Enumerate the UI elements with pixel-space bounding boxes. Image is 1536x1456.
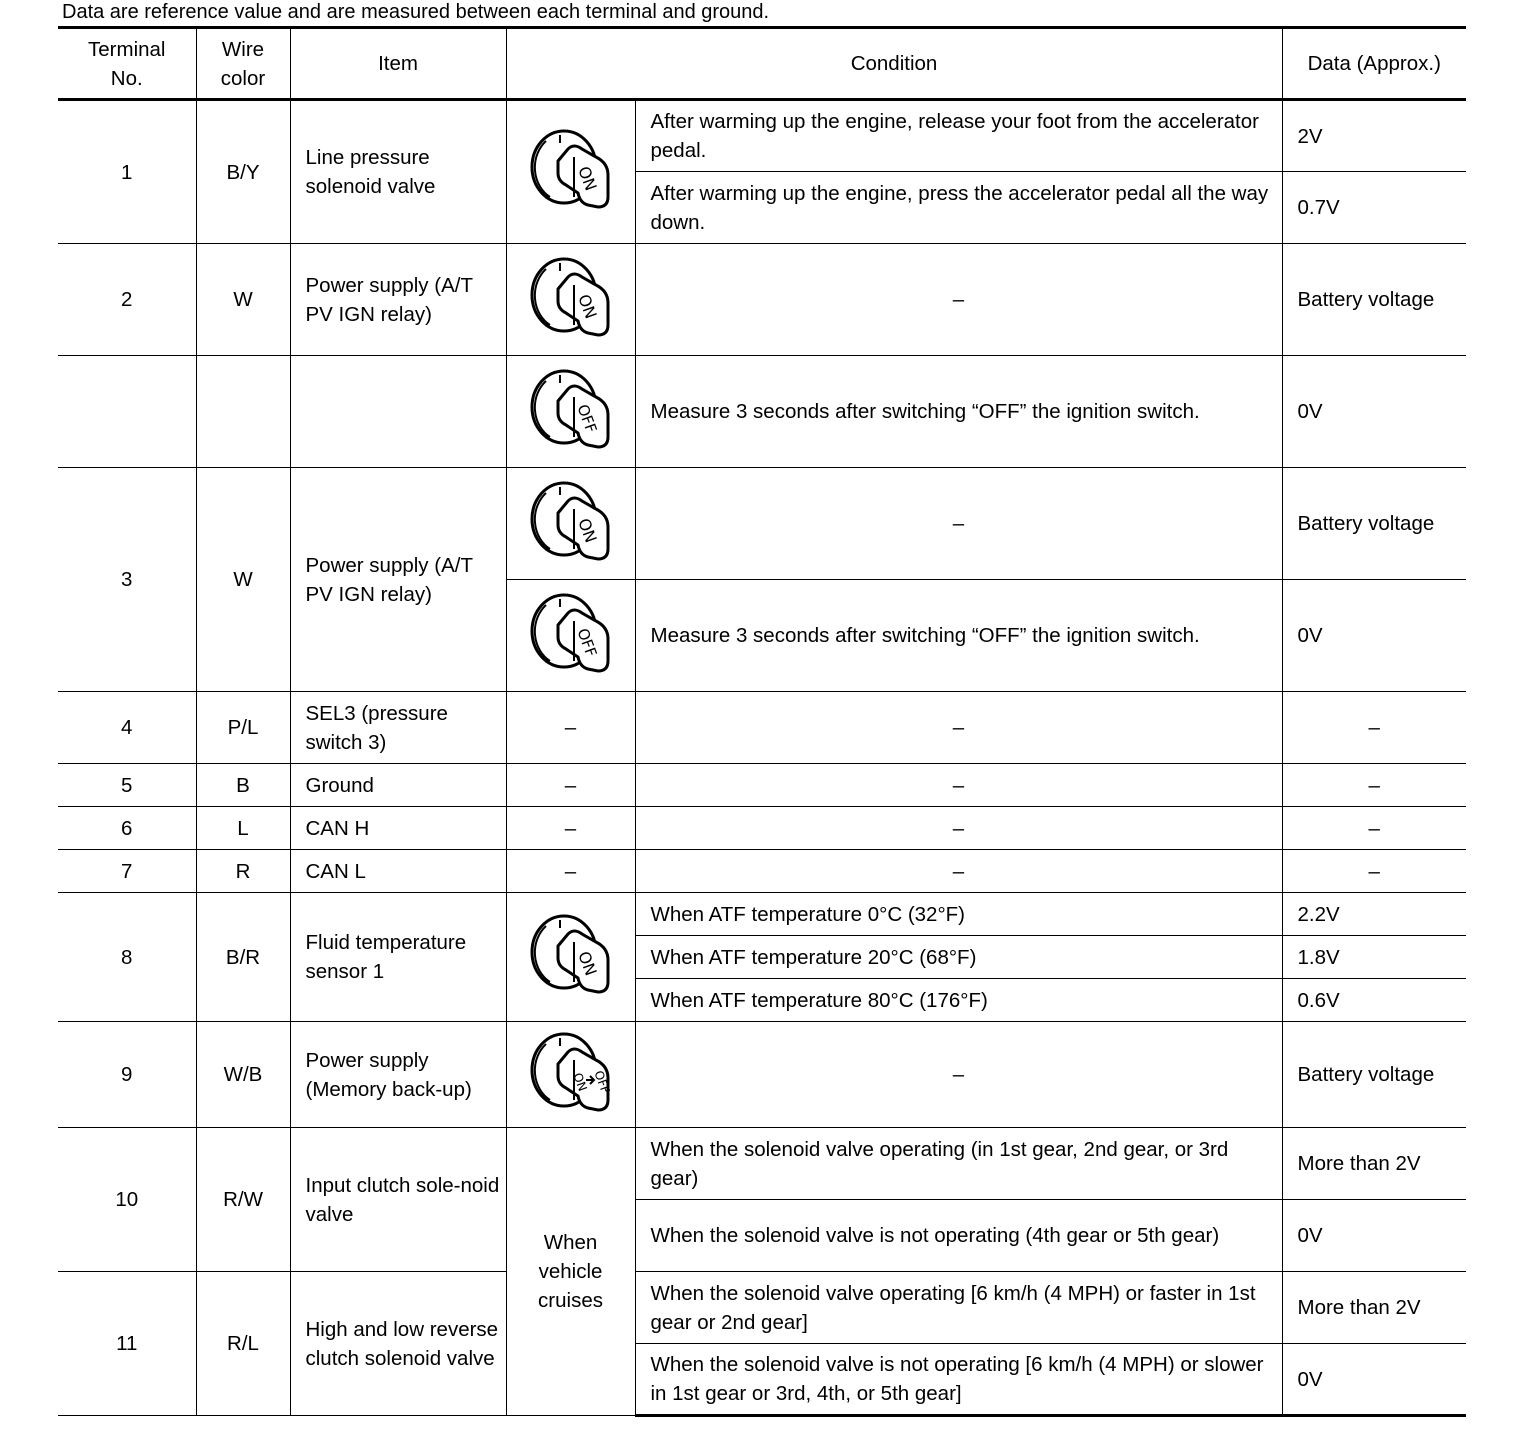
table-row — [58, 850, 1466, 893]
terminal-no: 1 — [58, 100, 196, 244]
data-value: – — [1282, 850, 1466, 893]
wire-color: B/R — [196, 893, 290, 1022]
terminal-no: 9 — [58, 1022, 196, 1128]
condition-text: – — [635, 1022, 1282, 1128]
data-value: 0V — [1282, 580, 1466, 692]
condition-text: When the solenoid valve is not operating (4th gear or 5th gear) — [635, 1200, 1282, 1272]
condition-text: When ATF temperature 20°C (68°F) — [635, 936, 1282, 979]
item-name: Power supply (A/T PV IGN relay) — [290, 468, 506, 692]
condition-text: After warming up the engine, press the accelerator pedal all the way down. — [635, 172, 1282, 244]
data-value: Battery voltage — [1282, 1022, 1466, 1128]
condition-icon-dash: – — [506, 807, 635, 850]
svg-text:ON: ON — [569, 1070, 590, 1093]
data-value: – — [1282, 764, 1466, 807]
table-row — [58, 764, 1466, 807]
terminal-no: 3 — [58, 468, 196, 692]
data-value: 0V — [1282, 356, 1466, 468]
ignition-off-icon — [506, 356, 635, 468]
terminal-no: 7 — [58, 850, 196, 893]
terminal-no: 2 — [58, 244, 196, 356]
data-value: Battery voltage — [1282, 468, 1466, 580]
terminal-no-empty — [58, 356, 196, 468]
data-value: Battery voltage — [1282, 244, 1466, 356]
wire-color: W — [196, 244, 290, 356]
wire-color: W/B — [196, 1022, 290, 1128]
ignition-off-icon — [506, 580, 635, 692]
condition-text: – — [635, 468, 1282, 580]
table-row — [58, 893, 1466, 936]
svg-text:OFF: OFF — [573, 401, 600, 435]
item-name: Input clutch sole-noid valve — [290, 1128, 506, 1272]
condition-text: – — [635, 850, 1282, 893]
terminal-no: 8 — [58, 893, 196, 1022]
svg-text:ON: ON — [573, 291, 601, 321]
terminal-no: 11 — [58, 1272, 196, 1416]
condition-cruise: When vehicle cruises — [506, 1128, 635, 1416]
item-name: CAN H — [290, 807, 506, 850]
data-value: – — [1282, 807, 1466, 850]
terminal-no: 4 — [58, 692, 196, 764]
wire-color: P/L — [196, 692, 290, 764]
table-caption: Data are reference value and are measured between each terminal and ground. — [62, 1, 770, 23]
condition-text: When the solenoid valve is not operating [6 km/h (4 MPH) or slower in 1st gear or 3rd, 4th, or 5th gear] — [635, 1344, 1282, 1416]
condition-text: When ATF temperature 80°C (176°F) — [635, 979, 1282, 1022]
table-row — [58, 244, 1466, 356]
wire-color: R — [196, 850, 290, 893]
data-value: 2V — [1282, 100, 1466, 172]
condition-icon-dash: – — [506, 692, 635, 764]
svg-text:ON: ON — [573, 948, 601, 979]
ignition-on-icon — [506, 468, 635, 580]
item-name: Power supply (A/T PV IGN relay) — [290, 244, 506, 356]
wire-color: W — [196, 468, 290, 692]
table-row — [58, 807, 1466, 850]
ignition-on-icon — [506, 100, 635, 244]
item-name: Ground — [290, 764, 506, 807]
data-value: More than 2V — [1282, 1272, 1466, 1344]
condition-text: – — [635, 807, 1282, 850]
data-value: 0V — [1282, 1344, 1466, 1416]
svg-text:OFF: OFF — [590, 1068, 613, 1095]
item-name: Power supply (Memory back-up) — [290, 1022, 506, 1128]
condition-text: When the solenoid valve operating [6 km/h (4 MPH) or faster in 1st gear or 2nd gear] — [635, 1272, 1282, 1344]
svg-text:ON: ON — [573, 515, 601, 545]
svg-text:OFF: OFF — [573, 625, 600, 659]
data-value: 0.7V — [1282, 172, 1466, 244]
terminal-no: 5 — [58, 764, 196, 807]
condition-text: When the solenoid valve operating (in 1st gear, 2nd gear, or 3rd gear) — [635, 1128, 1282, 1200]
svg-text:ON: ON — [573, 163, 601, 194]
header-condition: Condition — [506, 28, 1282, 100]
wire-color: R/L — [196, 1272, 290, 1416]
terminal-no: 10 — [58, 1128, 196, 1272]
condition-text: – — [635, 764, 1282, 807]
wire-color: R/W — [196, 1128, 290, 1272]
data-value: More than 2V — [1282, 1128, 1466, 1200]
ignition-on-to-off-icon — [506, 1022, 635, 1128]
item-name: Line pressure solenoid valve — [290, 100, 506, 244]
ignition-on-icon — [506, 244, 635, 356]
header-terminal-no: Terminal No. — [58, 28, 196, 100]
data-value: 0V — [1282, 1200, 1466, 1272]
condition-text: Measure 3 seconds after switching “OFF” the ignition switch. — [635, 580, 1282, 692]
header-data: Data (Approx.) — [1282, 28, 1466, 100]
condition-text: – — [635, 692, 1282, 764]
condition-icon-dash: – — [506, 850, 635, 893]
header-item: Item — [290, 28, 506, 100]
header-wire-color: Wire color — [196, 28, 290, 100]
terminal-no: 6 — [58, 807, 196, 850]
wire-color-empty — [196, 356, 290, 468]
table-row — [58, 468, 1466, 580]
condition-text: After warming up the engine, release your foot from the accelerator pedal. — [635, 100, 1282, 172]
wire-color: L — [196, 807, 290, 850]
item-name-empty — [290, 356, 506, 468]
condition-text: Measure 3 seconds after switching “OFF” the ignition switch. — [635, 356, 1282, 468]
data-value: 2.2V — [1282, 893, 1466, 936]
terminal-data-table — [58, 26, 1466, 1417]
condition-text: When ATF temperature 0°C (32°F) — [635, 893, 1282, 936]
item-name: Fluid temperature sensor 1 — [290, 893, 506, 1022]
data-value: 1.8V — [1282, 936, 1466, 979]
item-name: SEL3 (pressure switch 3) — [290, 692, 506, 764]
table-row — [58, 100, 1466, 172]
table-row — [58, 1272, 1466, 1344]
table-row — [58, 1022, 1466, 1128]
table-row — [58, 356, 1466, 468]
data-value: – — [1282, 692, 1466, 764]
data-value: 0.6V — [1282, 979, 1466, 1022]
wire-color: B/Y — [196, 100, 290, 244]
item-name: High and low reverse clutch solenoid valve — [290, 1272, 506, 1416]
wire-color: B — [196, 764, 290, 807]
item-name: CAN L — [290, 850, 506, 893]
condition-text: – — [635, 244, 1282, 356]
table-row — [58, 692, 1466, 764]
table-row — [58, 1128, 1466, 1200]
condition-icon-dash: – — [506, 764, 635, 807]
ignition-on-icon — [506, 893, 635, 1022]
